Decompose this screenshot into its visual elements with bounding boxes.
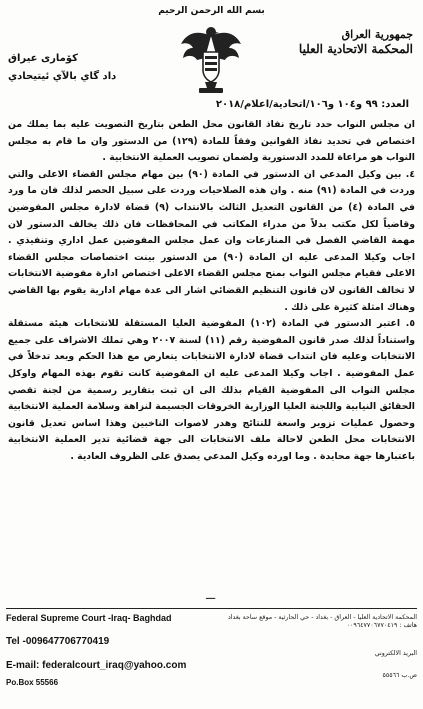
footer-english — [6, 613, 196, 687]
paragraph: ٥. اعتبر الدستور في المادة (١٠٢) المفوضية العليا المستقلة للانتخابات هيئة مستقلة واستناداً لذلك صدر قانون المفوضية رقم (١١) لسنة ٢٠٠٧ وهي تملك الاشراف على جميع الانتخابات وعليه فان انتداب قضاة لادارة الانتخابات يتعارض مع هذا الحكم ويعد تدخلاً في عمل المفوضية . اجاب وكيلا المدعى عليه ان المفوضية كانت تقوم بهذه المهام واوكل مجلس النواب الى المفوضية القيام بذلك الى ان ثبت بتقارير رسمية من لجنة تقصي الحقائق النيابية واللجنة العليا الوزارية الخروقات الجسيمة لنزاهة وسلامة العملية الانتخابية وحصول عمليات تزوير واسعة للنتائج وهدر لاصوات الناخبين وهذا اساس تعديل قانون الانتخابات محل الطعن لاحالة ملف الانتخابات الى جهة قضائية تدير العملية الانتخابية باعتبارها جهة محايدة . وما اورده وكيل المدعي يصدق على الظروف العادية . — [8, 318, 415, 462]
footer-email: E-mail: federalcourt_iraq@yahoo.com — [6, 659, 187, 671]
footer-divider — [6, 608, 417, 609]
paragraph: ٤. بين وكيل المدعي ان الدستور في المادة (٩٠) بين مهام مجلس القضاء الاعلى والتي وردت في المادة (٩١) منه . وان هذه الصلاحيات وردت على سبيل الحصر لذلك فان ما ورد في المادة (٤) من القانون التعديل الثالث بالانتداب (٩) قضاة لادارة مجلس المفوضين وقاضياً لكل مكتب بدلاً من مدراء المكاتب في المحافظات فان ذلك يخالف الدستور لان مهمة القاضي الفصل في المنازعات وان عمل مجلس المفوضين عمل اداري وتنفيذي . اجاب وكيلا المدعى عليه ان المادة (٩٠) من الدستور بينت اختصاصات مجلس القضاء الاعلى فقيام مجلس النواب بمنح مجلس القضاء الاعلى اختصاص ادارة مفوضية الانتخابات لا تخالف القانون لان قانون التنظيم القضائي اشار الى عدة مهام ادارية يقوم بها القاضي وهناك امثلة كثيرة على ذلك . — [8, 168, 415, 313]
document-body — [8, 117, 415, 587]
footer-arabic — [212, 614, 417, 679]
footer-email-label-arabic: البريد الالكتروني — [374, 649, 417, 657]
header-left — [8, 50, 148, 86]
footer-court-name: Federal Supreme Court -Iraq- Baghdad — [6, 613, 172, 623]
footer-phone-arabic: هاتف : ٠٠٩٦٤٧٧٠٦٧٧٠٤١٩ — [346, 621, 417, 629]
court-name-arabic: المحكمة الاتحادية العليا — [298, 41, 413, 56]
paragraph: ان مجلس النواب حدد تاريخ نفاذ القانون محل الطعن بتاريخ التصويت عليه بما يملك من اختصاص في تحديد نفاذ القوانين وفقاً للمادة (١٢٩) من الدستور وان ما قام به مجلس النواب هو مراعاة للمدد الدستورية ولضمان تصويب العملية الانتخابية . — [8, 119, 415, 164]
footer-address-arabic: المحكمة الاتحادية العليا - العراق - بغداد - حي الحارثية - موقع ساحة بغداد — [227, 614, 417, 621]
court-name-kurdish: داد گاي بالآي ئيتيحادي — [8, 71, 117, 82]
country-name-kurdish: كۆمارى عيراق — [8, 53, 78, 64]
page-mark: ـــ — [206, 592, 216, 602]
footer-phone: Tel -009647706770419 — [6, 635, 110, 647]
reference-number: العدد: ٩٩ و١٠٤ و١٠٦/اتحادية/اعلام/٢٠١٨ — [215, 99, 409, 110]
header-right — [263, 28, 413, 57]
country-name-arabic: جمهورية العراق — [341, 28, 413, 41]
basmala: بسم الله الرحمن الرحيم — [158, 6, 265, 16]
footer-pobox: Po.Box 55566 — [6, 677, 59, 687]
iraq-eagle-emblem-icon — [179, 22, 243, 96]
footer-pobox-arabic: ص.ب ٥٥٥٦٦ — [382, 671, 417, 679]
